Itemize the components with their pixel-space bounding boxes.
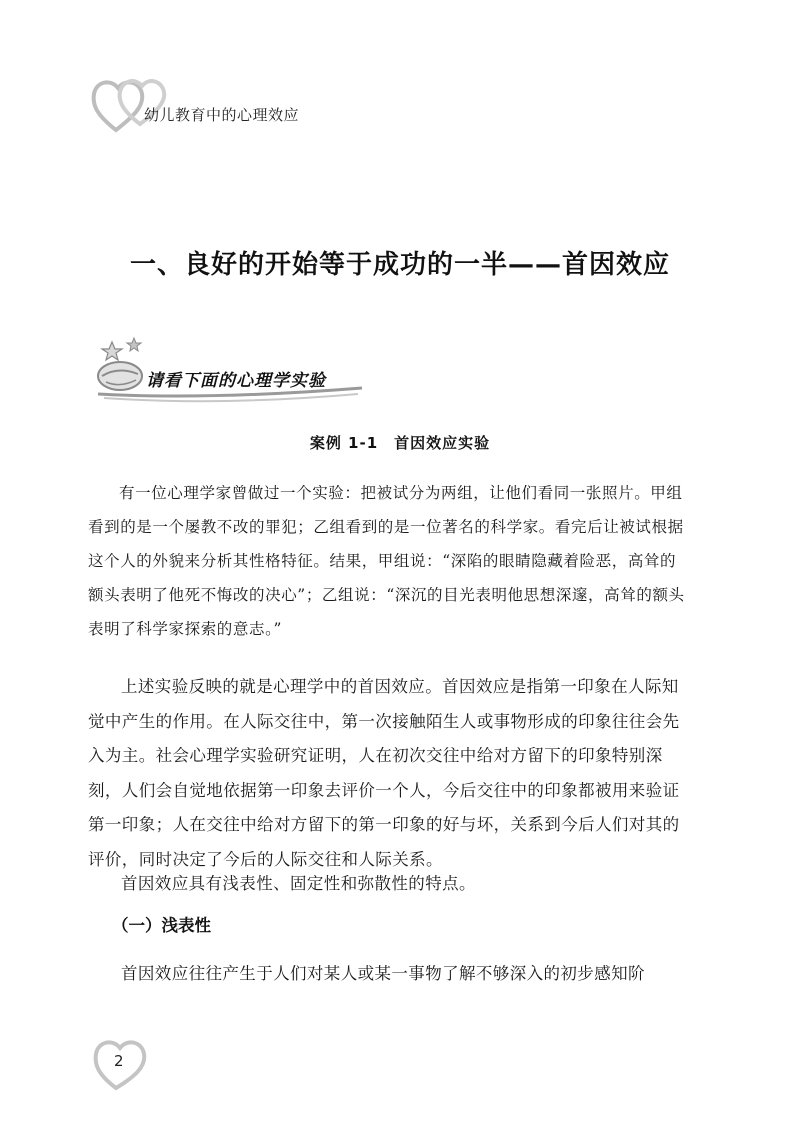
book-title: 幼儿教育中的心理效应 (144, 106, 300, 124)
running-header (88, 68, 428, 138)
body-paragraph: 上述实验反映的就是心理学中的首因效应。首因效应是指第一印象在人际知觉中产生的作用。在人际交往中，第一次接触陌生人或事物形成的印象往往会先入为主。社会心理学实验研究证明，人在初次交往中给对方留下的印象特别深刻，人们会自觉地依据第一印象去评价一个人，今后交往中的印象都被用来验证第一印象；人在交往中给对方留下的第一印象的好与坏，关系到今后人们对其的评价，同时决定了今后的人际交往和人际关系。 (88, 677, 680, 869)
section-banner-label: 请看下面的心理学实验 (146, 371, 326, 391)
double-heart-outline-icon (88, 68, 178, 138)
body-paragraph: 首因效应往往产生于人们对某人或某一事物了解不够深入的初步感知阶 (121, 964, 645, 983)
chapter-title: 一、良好的开始等于成功的一半——首因效应 (129, 250, 670, 280)
page-number: 2 (114, 1052, 124, 1070)
case-title: 案例 1-1 首因效应实验 (309, 434, 491, 452)
body-paragraph: 首因效应具有浅表性、固定性和弥散性的特点。 (121, 874, 476, 893)
case-body: 有一位心理学家曾做过一个实验：把被试分为两组，让他们看同一张照片。甲组看到的是一个屡教不改的罪犯；乙组看到的是一位著名的科学家。看完后让被试根据这个人的外貌来分析其性格特征。结果，甲组说：“深陷的眼睛隐藏着险恶，高耸的额头表明了他死不悔改的决心”；乙组说：“深沉的目光表明他思想深邃，高耸的额头表明了科学家探索的意志。” (88, 484, 685, 638)
page-footer (92, 1032, 152, 1092)
section-banner (90, 336, 370, 406)
subheading: （一）浅表性 (112, 916, 211, 935)
